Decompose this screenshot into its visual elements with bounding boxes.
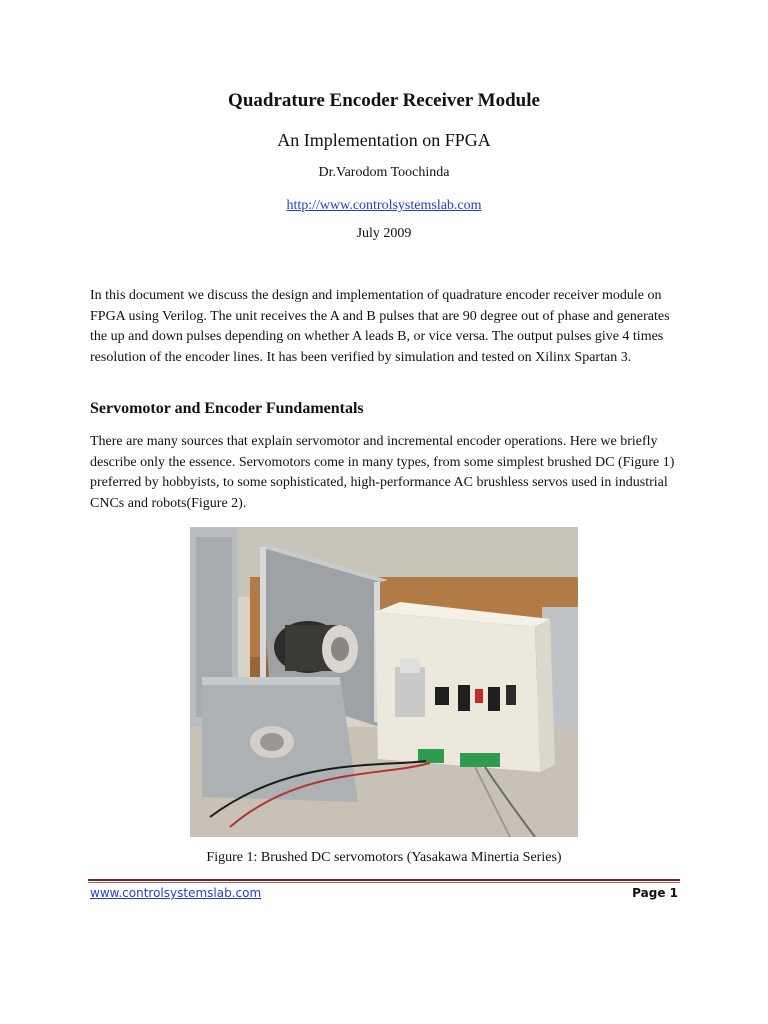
- document-title: Quadrature Encoder Receiver Module: [228, 90, 540, 111]
- figure-photo: [190, 527, 578, 837]
- author-name: Dr.Varodom Toochinda: [318, 165, 450, 180]
- section-paragraph: There are many sources that explain servomotor and incremental encoder operations. Here we briefly describe only the essence. Servomotors come in many types, from some simplest brushed DC (Figure 1) preferred by hobbyists, to some sophisticated, high-performance AC brushless servos used in industrial CNCs and robots(Figure 2).: [90, 434, 675, 511]
- footer-rule-thin: [88, 882, 680, 883]
- document-subtitle: An Implementation on FPGA: [277, 130, 491, 150]
- footer-website-link[interactable]: www.controlsystemslab.com: [90, 886, 262, 900]
- footer-rule: [88, 879, 680, 881]
- website-link[interactable]: http://www.controlsystemslab.com: [286, 198, 482, 213]
- url-line: [0, 196, 768, 214]
- section-heading: Servomotor and Encoder Fundamentals: [90, 400, 364, 417]
- document-date: July 2009: [356, 226, 412, 241]
- servomotor-photo-illustration: [190, 527, 578, 837]
- page-number: Page 1: [632, 886, 678, 900]
- intro-paragraph: In this document we discuss the design and implementation of quadrature encoder receiver module on FPGA using Verilog. The unit receives the A and B pulses that are 90 degree out of phase and generates the up and down pulses depending on whether A leads B, or vice versa. The output pulses give 4 times resolution of the encoder lines. It has been verified by simulation and tested on Xilinx Spartan 3.: [90, 288, 670, 365]
- figure-caption: Figure 1: Brushed DC servomotors (Yasakawa Minertia Series): [206, 850, 562, 865]
